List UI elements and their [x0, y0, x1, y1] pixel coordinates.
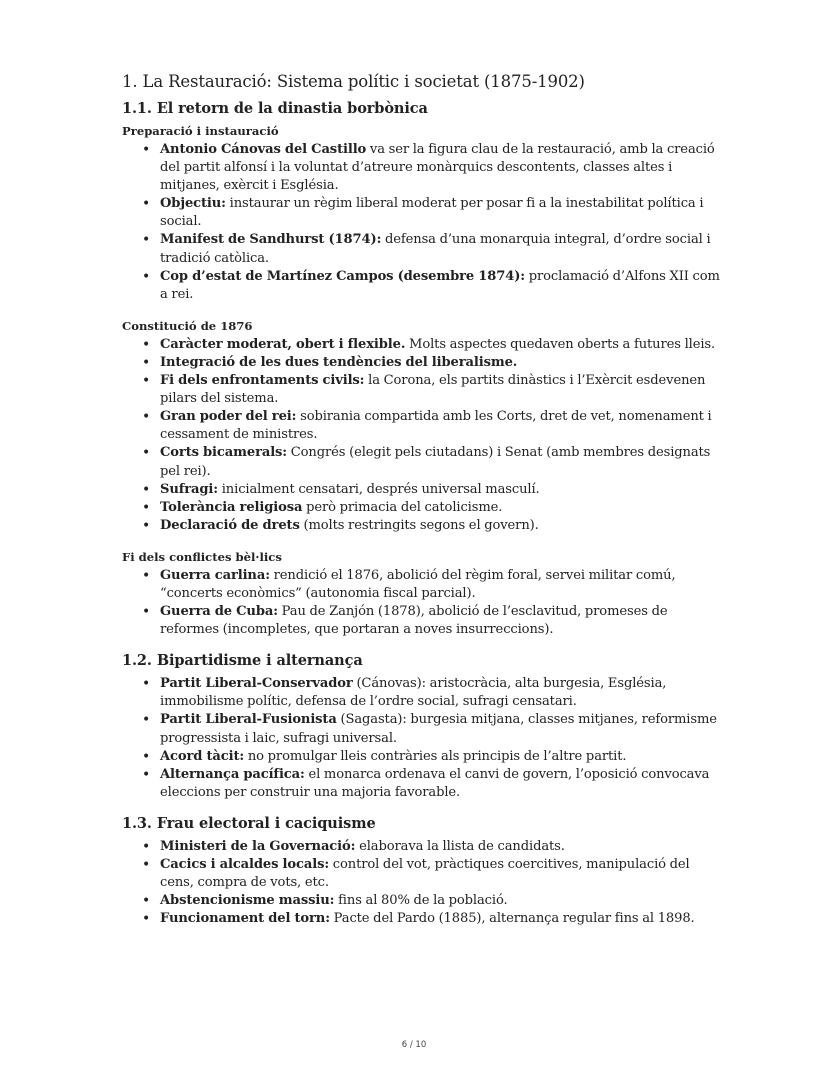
list-item — [160, 481, 722, 499]
list-item-term: Tolerància religiosa — [160, 499, 303, 515]
list-item-text: fins al 80% de la població. — [334, 893, 508, 909]
list-item-term: Guerra de Cuba: — [160, 604, 278, 620]
list-item-term: Ministeri de la Governació: — [160, 838, 356, 854]
list-item-text: rendició el 1876, abolició del règim foral, servei militar comú, “concerts econòmics” (autonomia fiscal parcial). — [160, 567, 676, 601]
list-item — [160, 444, 722, 480]
list-item-text: Pacte del Pardo (1885), alternança regular fins al 1898. — [329, 911, 695, 927]
subheading-conflictes: Fi dels conflictes bèl·lics — [122, 549, 282, 564]
section-heading-1-3: 1.3. Frau electoral i caciquisme — [122, 814, 376, 832]
list-item-term: Caràcter moderat, obert i flexible. — [160, 336, 406, 352]
list-item-text: (Cánovas): aristocràcia, alta burgesia, Església, immobilisme polític, defensa de l’ordre social, sufragi censatari. — [160, 676, 667, 710]
list-item — [160, 408, 722, 444]
list-item-text: Pau de Zanjón (1878), abolició de l’esclavitud, promeses de reformes (incompletes, que portaran a noves insurreccions). — [160, 604, 668, 638]
list-item — [160, 499, 722, 517]
list-item-text: Molts aspectes quedaven oberts a futures lleis. — [405, 336, 716, 352]
list-item — [160, 268, 722, 304]
list-item — [160, 336, 722, 354]
list-item-text: però primacia del catolicisme. — [302, 499, 503, 515]
list-item-text: proclamació d’Alfons XII com a rei. — [160, 268, 720, 302]
list-item-text: control del vot, pràctiques coercitives, manipulació del cens, compra de vots, etc. — [160, 857, 690, 891]
list-item-text: inicialment censatari, després universal masculí. — [218, 481, 540, 497]
page-number: 6 / 10 — [401, 1040, 427, 1050]
list-item — [160, 748, 722, 766]
list-item-text: va ser la figura clau de la restauració, amb la creació del partit alfonsí i la voluntat d’atreure monàrquics descontents, classes altes i mitjanes, exèrcit i Església. — [160, 142, 715, 194]
list-item-term: Cacics i alcaldes locals: — [160, 857, 330, 872]
subheading-preparacio: Preparació i instauració — [122, 124, 279, 138]
list-item-text: (molts restringits segons el govern). — [299, 517, 539, 533]
section-heading-1-2: 1.2. Bipartidisme i alternança — [122, 652, 363, 670]
subheading-constitucio: Constitució de 1876 — [122, 318, 253, 333]
list-item — [160, 231, 722, 267]
bullet-list-constitucio — [122, 336, 722, 535]
list-item-term: Funcionament del torn: — [160, 911, 330, 927]
list-item-text: la Corona, els partits dinàstics i l’Exèrcit esdevenen pilars del sistema. — [160, 373, 706, 407]
list-item-term: Partit Liberal-Conservador — [160, 676, 353, 692]
list-item — [160, 675, 722, 711]
list-item-term: Abstencionisme massiu: — [160, 893, 335, 909]
list-item-term: Corts bicamerals: — [160, 445, 288, 461]
section-heading-1-1: 1.1. El retorn de la dinastia borbònica — [122, 100, 428, 117]
list-item — [160, 354, 722, 372]
list-item-term: Objectiu: — [160, 196, 226, 212]
list-item — [160, 141, 722, 195]
list-item-text: no promulgar lleis contràries als principis de l’altre partit. — [244, 748, 627, 764]
list-item-term: Antonio Cánovas del Castillo — [160, 142, 367, 157]
list-item-term: Declaració de drets — [160, 517, 300, 533]
list-item — [160, 910, 722, 928]
list-item — [160, 372, 722, 408]
list-item-term: Gran poder del rei: — [160, 409, 297, 425]
list-item-term: Cop d’estat de Martínez Campos (desembre 1874): — [160, 268, 526, 284]
list-item-text: elaborava la llista de candidats. — [355, 838, 565, 854]
list-item-term: Fi dels enfrontaments civils: — [160, 373, 365, 389]
list-item-term: Acord tàcit: — [160, 748, 245, 764]
bullet-list-caciquisme — [122, 838, 722, 928]
list-item-text: (Sagasta): burgesia mitjana, classes mitjanes, reformisme progressista i laic, sufragi universal. — [160, 712, 717, 746]
list-item-term: Alternança pacífica: — [160, 766, 305, 782]
page-title: 1. La Restauració: Sistema polític i societat (1875-1902) — [122, 72, 585, 91]
list-item-term: Guerra carlina: — [160, 567, 270, 583]
page-content — [122, 70, 722, 928]
list-item-term: Sufragi: — [160, 481, 218, 497]
list-item — [160, 892, 722, 910]
bullet-list-preparacio — [122, 141, 722, 304]
list-item-text: el monarca ordenava el canvi de govern, l’oposició convocava eleccions per construir una majoria favorable. — [160, 766, 710, 800]
list-item — [160, 567, 722, 603]
list-item-text: instaurar un règim liberal moderat per posar fi a la inestabilitat política i social. — [160, 196, 704, 230]
list-item-text: sobirania compartida amb les Corts, dret de vet, nomenament i cessament de ministres. — [160, 409, 712, 443]
list-item-text: defensa d’una monarquia integral, d’ordre social i tradició catòlica. — [160, 232, 711, 266]
list-item — [160, 603, 722, 639]
list-item — [160, 856, 722, 892]
list-item-term: Integració de les dues tendències del liberalisme. — [160, 354, 518, 370]
bullet-list-bipartidisme — [122, 675, 722, 802]
list-item-text: Congrés (elegit pels ciutadans) i Senat (amb membres designats pel rei). — [160, 445, 711, 479]
list-item — [160, 517, 722, 535]
list-item — [160, 838, 722, 856]
list-item-term: Partit Liberal-Fusionista — [160, 712, 337, 728]
list-item — [160, 711, 722, 747]
list-item-term: Manifest de Sandhurst (1874): — [160, 232, 382, 248]
list-item — [160, 195, 722, 231]
bullet-list-conflictes — [122, 567, 722, 639]
list-item — [160, 766, 722, 802]
